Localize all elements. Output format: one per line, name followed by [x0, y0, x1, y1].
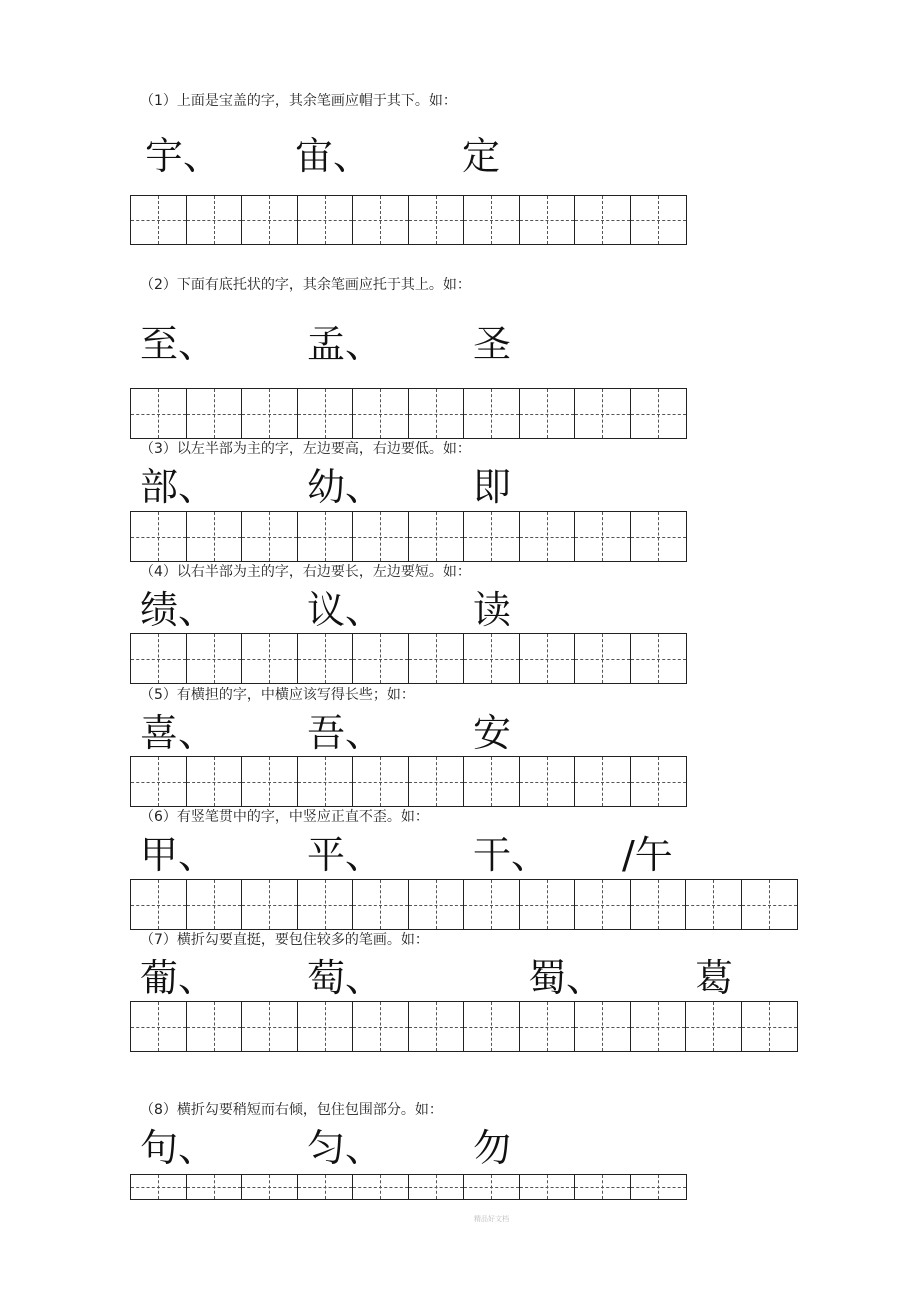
- tianzige-cell[interactable]: [131, 880, 187, 929]
- example-character: 吾、: [307, 711, 384, 755]
- rule-text: （1）上面是宝盖的字，其余笔画应帽于其下。如：: [140, 93, 457, 109]
- tianzige-cell[interactable]: [242, 512, 298, 561]
- tianzige-cell[interactable]: [298, 196, 354, 244]
- tianzige-cell[interactable]: [242, 196, 298, 244]
- tianzige-cell[interactable]: [575, 757, 631, 806]
- example-character: 甲、: [140, 833, 217, 877]
- tianzige-cell[interactable]: [131, 389, 187, 438]
- rule-text: （3）以左半部为主的字，左边要高，右边要低。如：: [140, 441, 471, 457]
- tianzige-cell[interactable]: [631, 1175, 687, 1199]
- tianzige-cell[interactable]: [131, 1175, 187, 1199]
- tianzige-cell[interactable]: [298, 1175, 354, 1199]
- tianzige-cell[interactable]: [242, 757, 298, 806]
- tianzige-cell[interactable]: [353, 389, 409, 438]
- tianzige-cell[interactable]: [464, 1175, 520, 1199]
- example-character: 孟、: [307, 322, 384, 366]
- example-character: 宇、: [145, 134, 222, 178]
- tianzige-cell[interactable]: [187, 634, 243, 683]
- example-character: 至、: [140, 322, 217, 366]
- rule-text: （6）有竖笔贯中的字，中竖应正直不歪。如：: [140, 809, 429, 825]
- tianzige-cell[interactable]: [353, 1002, 409, 1051]
- example-character: 匀、: [307, 1126, 384, 1170]
- example-characters: [0, 1124, 920, 1172]
- tianzige-cell[interactable]: [742, 880, 798, 929]
- tianzige-cell[interactable]: [520, 1175, 576, 1199]
- tianzige-cell[interactable]: [631, 512, 687, 561]
- example-character: 读: [473, 588, 512, 632]
- tianzige-cell[interactable]: [520, 196, 576, 244]
- example-character: /午: [622, 833, 673, 877]
- example-characters: [0, 586, 920, 634]
- tianzige-cell[interactable]: [353, 634, 409, 683]
- tianzige-cell[interactable]: [298, 512, 354, 561]
- practice-grid: [130, 633, 687, 684]
- rule-text: （2）下面有底托状的字，其余笔画应托于其上。如：: [140, 277, 471, 293]
- tianzige-cell[interactable]: [409, 389, 465, 438]
- tianzige-cell[interactable]: [686, 880, 742, 929]
- tianzige-cell[interactable]: [464, 1002, 520, 1051]
- example-characters: [0, 463, 920, 511]
- tianzige-cell[interactable]: [353, 1175, 409, 1199]
- practice-grid: [130, 195, 687, 245]
- example-character: 平、: [307, 833, 384, 877]
- tianzige-cell[interactable]: [242, 634, 298, 683]
- tianzige-cell[interactable]: [631, 757, 687, 806]
- practice-grid: [130, 1174, 687, 1200]
- tianzige-cell[interactable]: [520, 634, 576, 683]
- tianzige-cell[interactable]: [575, 389, 631, 438]
- tianzige-cell[interactable]: [298, 1002, 354, 1051]
- tianzige-cell[interactable]: [631, 880, 687, 929]
- tianzige-cell[interactable]: [242, 880, 298, 929]
- tianzige-cell[interactable]: [353, 757, 409, 806]
- tianzige-cell[interactable]: [409, 634, 465, 683]
- example-character: 绩、: [140, 588, 217, 632]
- example-characters: [0, 320, 920, 368]
- tianzige-cell[interactable]: [520, 1002, 576, 1051]
- example-character: 宙、: [295, 134, 372, 178]
- tianzige-cell[interactable]: [631, 1002, 687, 1051]
- practice-grid: [130, 388, 687, 439]
- rule-text: （7）横折勾要直挺，要包住较多的笔画。如：: [140, 932, 429, 948]
- example-characters: [0, 132, 920, 180]
- tianzige-cell[interactable]: [464, 389, 520, 438]
- tianzige-cell[interactable]: [131, 512, 187, 561]
- practice-grid: [130, 1001, 798, 1052]
- tianzige-cell[interactable]: [409, 1002, 465, 1051]
- tianzige-cell[interactable]: [242, 1175, 298, 1199]
- tianzige-cell[interactable]: [298, 634, 354, 683]
- tianzige-cell[interactable]: [187, 196, 243, 244]
- tianzige-cell[interactable]: [575, 1175, 631, 1199]
- example-characters: [0, 709, 920, 757]
- tianzige-cell[interactable]: [575, 196, 631, 244]
- tianzige-cell[interactable]: [131, 196, 187, 244]
- tianzige-cell[interactable]: [520, 389, 576, 438]
- example-character: 葛: [695, 956, 734, 1000]
- tianzige-cell[interactable]: [131, 1002, 187, 1051]
- rule-text: （5）有横担的字，中横应该写得长些；如：: [140, 687, 415, 703]
- tianzige-cell[interactable]: [353, 880, 409, 929]
- example-character: 蜀、: [528, 956, 605, 1000]
- tianzige-cell[interactable]: [575, 512, 631, 561]
- tianzige-cell[interactable]: [353, 196, 409, 244]
- tianzige-cell[interactable]: [464, 512, 520, 561]
- example-character: 幼、: [307, 465, 384, 509]
- tianzige-cell[interactable]: [131, 757, 187, 806]
- practice-grid: [130, 511, 687, 562]
- tianzige-cell[interactable]: [464, 880, 520, 929]
- tianzige-cell[interactable]: [464, 757, 520, 806]
- tianzige-cell[interactable]: [298, 389, 354, 438]
- tianzige-cell[interactable]: [575, 1002, 631, 1051]
- example-character: 部、: [140, 465, 217, 509]
- example-characters: [0, 954, 920, 1002]
- footer-watermark: 精品好文档: [474, 1215, 509, 1223]
- tianzige-cell[interactable]: [520, 880, 576, 929]
- tianzige-cell[interactable]: [298, 757, 354, 806]
- tianzige-cell[interactable]: [187, 757, 243, 806]
- tianzige-cell[interactable]: [242, 389, 298, 438]
- tianzige-cell[interactable]: [187, 512, 243, 561]
- example-character: 干、: [473, 833, 550, 877]
- tianzige-cell[interactable]: [298, 880, 354, 929]
- example-character: 即: [473, 465, 512, 509]
- example-character: 定: [462, 134, 501, 178]
- tianzige-cell[interactable]: [464, 634, 520, 683]
- practice-grid: [130, 879, 798, 930]
- tianzige-cell[interactable]: [187, 1175, 243, 1199]
- example-character: 圣: [473, 322, 512, 366]
- tianzige-cell[interactable]: [520, 512, 576, 561]
- tianzige-cell[interactable]: [409, 196, 465, 244]
- example-character: 葡、: [140, 956, 217, 1000]
- example-characters: [0, 831, 920, 879]
- tianzige-cell[interactable]: [631, 196, 687, 244]
- tianzige-cell[interactable]: [575, 634, 631, 683]
- tianzige-cell[interactable]: [242, 1002, 298, 1051]
- practice-grid: [130, 756, 687, 807]
- tianzige-cell[interactable]: [742, 1002, 798, 1051]
- tianzige-cell[interactable]: [409, 1175, 465, 1199]
- example-character: 萄、: [307, 956, 384, 1000]
- example-character: 议、: [307, 588, 384, 632]
- example-character: 喜、: [140, 711, 217, 755]
- tianzige-cell[interactable]: [131, 634, 187, 683]
- tianzige-cell[interactable]: [575, 880, 631, 929]
- rule-text: （8）横折勾要稍短而右倾，包住包围部分。如：: [140, 1102, 443, 1118]
- tianzige-cell[interactable]: [464, 196, 520, 244]
- tianzige-cell[interactable]: [187, 1002, 243, 1051]
- tianzige-cell[interactable]: [409, 512, 465, 561]
- example-character: 勿: [473, 1126, 512, 1170]
- tianzige-cell[interactable]: [631, 634, 687, 683]
- tianzige-cell[interactable]: [631, 389, 687, 438]
- tianzige-cell[interactable]: [520, 757, 576, 806]
- tianzige-cell[interactable]: [187, 880, 243, 929]
- example-character: 安: [473, 711, 512, 755]
- tianzige-cell[interactable]: [409, 757, 465, 806]
- rule-text: （4）以右半部为主的字，右边要长，左边要短。如：: [140, 564, 471, 580]
- tianzige-cell[interactable]: [409, 880, 465, 929]
- tianzige-cell[interactable]: [686, 1002, 742, 1051]
- example-character: 句、: [140, 1126, 217, 1170]
- tianzige-cell[interactable]: [353, 512, 409, 561]
- tianzige-cell[interactable]: [187, 389, 243, 438]
